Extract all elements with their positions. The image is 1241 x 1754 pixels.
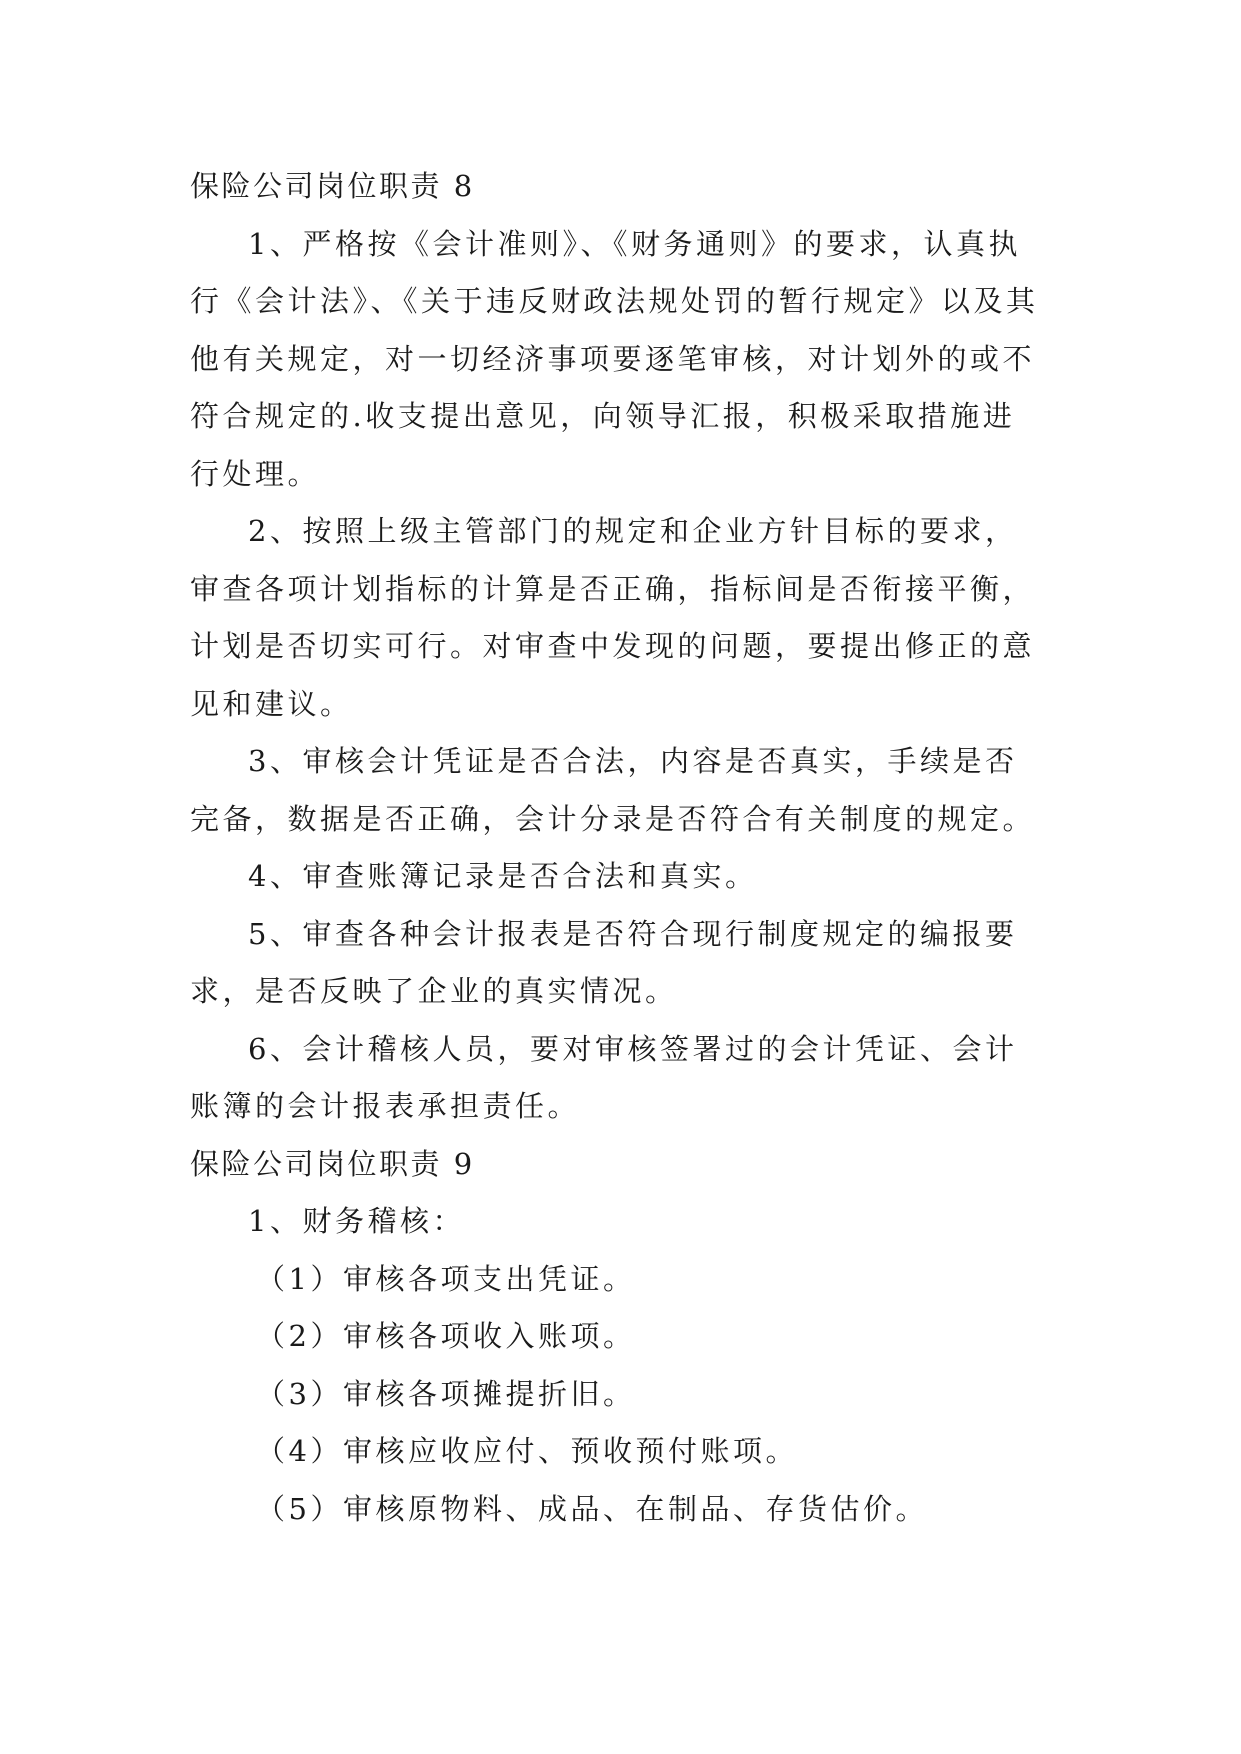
- paragraph-line: 完备，数据是否正确，会计分录是否符合有关制度的规定。: [190, 801, 1036, 836]
- list-item: （1）审核各项支出凭证。: [256, 1261, 636, 1296]
- paragraph-line: 2、按照上级主管部门的规定和企业方针目标的要求，: [248, 514, 1018, 548]
- paragraph-line: 计划是否切实可行。对审查中发现的问题，要提出修正的意: [190, 629, 1036, 663]
- list-heading-line: 1、财务稽核：: [248, 1204, 465, 1238]
- paragraph-line: 行处理。: [190, 456, 321, 491]
- list-item: （3）审核各项摊提折旧。: [256, 1376, 636, 1411]
- list-item: （5）审核原物料、成品、在制品、存货估价。: [256, 1491, 928, 1526]
- paragraph-line: 5、审查各种会计报表是否符合现行制度规定的编报要: [248, 916, 1018, 951]
- paragraph-line: 3、审核会计凭证是否合法，内容是否真实，手续是否: [248, 744, 1018, 778]
- section-heading: 保险公司岗位职责 8: [190, 169, 475, 203]
- paragraph-line: 6、会计稽核人员，要对审核签署过的会计凭证、会计: [248, 1031, 1018, 1066]
- paragraph-line: 行《会计法》、《关于违反财政法规处罚的暂行规定》以及其: [190, 284, 1039, 318]
- paragraph-line: 1、严格按《会计准则》、《财务通则》的要求，认真执: [248, 226, 1021, 261]
- paragraph-line: 符合规定的.收支提出意见，向领导汇报，积极采取措施进: [190, 399, 1016, 433]
- paragraph-line: 账簿的会计报表承担责任。: [190, 1089, 581, 1123]
- paragraph-line: 他有关规定，对一切经济事项要逐笔审核，对计划外的或不: [190, 341, 1036, 376]
- paragraph-line: 求，是否反映了企业的真实情况。: [190, 974, 678, 1008]
- paragraph-line: 4、审查账簿记录是否合法和真实。: [248, 859, 758, 893]
- section-heading: 保险公司岗位职责 9: [190, 1146, 475, 1181]
- list-item: （2）审核各项收入账项。: [256, 1319, 636, 1353]
- paragraph-line: 见和建议。: [190, 686, 353, 721]
- paragraph-line: 审查各项计划指标的计算是否正确，指标间是否衔接平衡，: [190, 571, 1036, 606]
- list-item: （4）审核应收应付、预收预付账项。: [256, 1434, 798, 1468]
- document-body: [190, 158, 1065, 1538]
